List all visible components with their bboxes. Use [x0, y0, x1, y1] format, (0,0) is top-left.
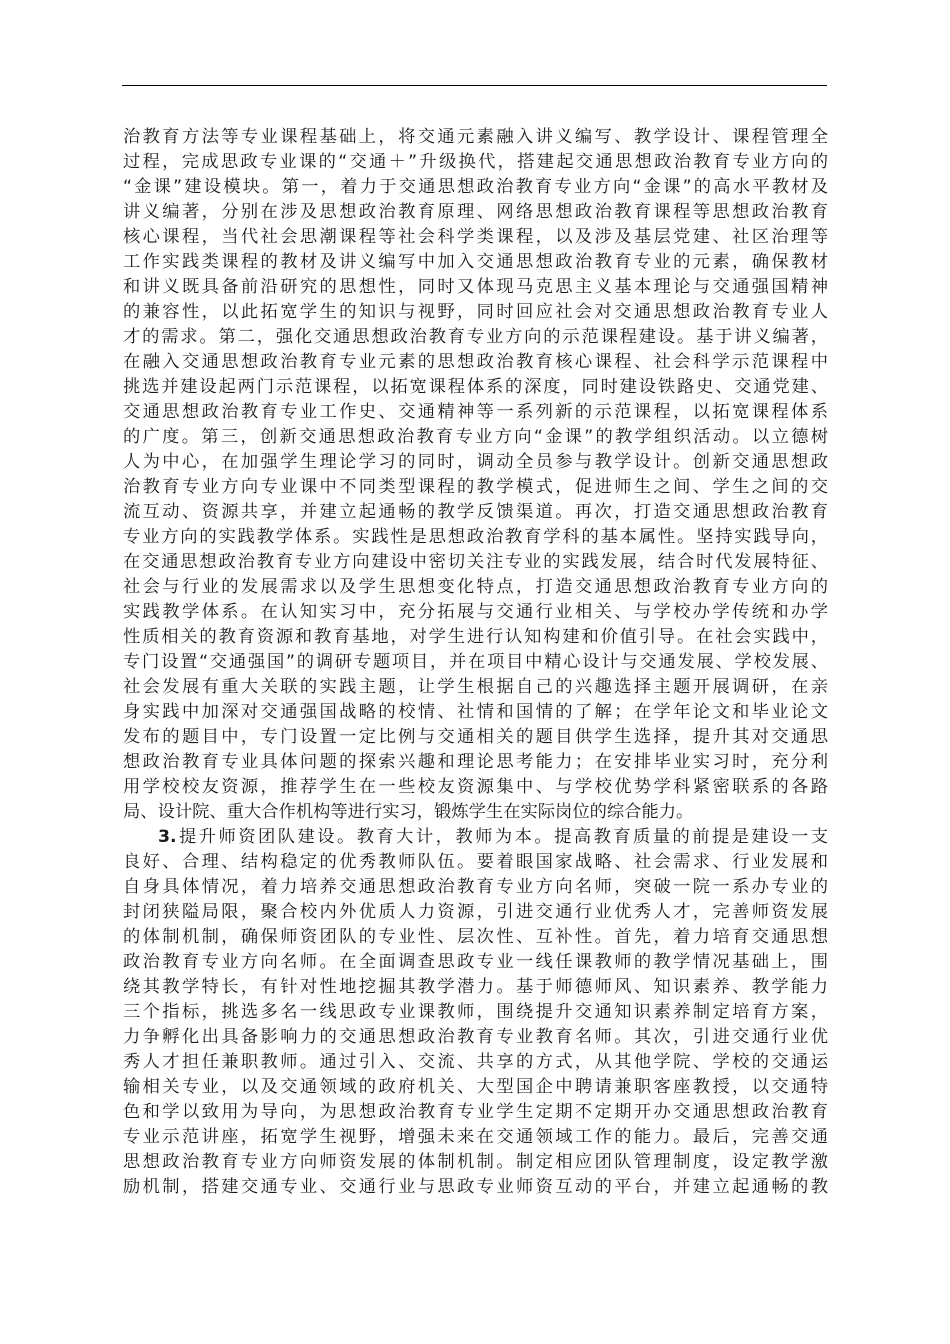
header-rule	[122, 85, 827, 86]
text-line: 专业示范讲座，拓宽学生视野，增强未来在交通领域工作的能力。最后，完善交通	[123, 1127, 828, 1147]
text-line: 思想政治教育专业方向师资发展的体制机制。制定相应团队管理制度，设定教学激	[123, 1152, 828, 1172]
text-line: 绕其教学特长，有针对性地挖掘其教学潜力。基于师德师风、知识素养、教学能力	[123, 977, 828, 997]
text-line: 核心课程，当代社会思潮课程等社会科学类课程，以及涉及基层党建、社区治理等	[123, 227, 828, 247]
text-line: 想政治教育专业具体问题的探索兴趣和理论思考能力；在安排毕业实习时，充分利	[123, 752, 828, 772]
text-line: 的兼容性，以此拓宽学生的知识与视野，同时回应社会对交通思想政治教育专业人	[123, 302, 828, 322]
text-line: 过程，完成思政专业课的“交通＋”升级换代，搭建起交通思想政治教育专业方向的	[123, 152, 828, 172]
text-line: 励机制，搭建交通专业、交通行业与思政专业师资互动的平台，并建立起通畅的教	[123, 1177, 828, 1197]
text-line: 实践教学体系。在认知实习中，充分拓展与交通行业相关、与学校办学传统和办学	[123, 602, 828, 622]
paragraph-faculty-team	[123, 825, 828, 1200]
document-body	[123, 125, 828, 1200]
section-number: 3.	[158, 827, 177, 847]
text-line: 人为中心，在加强学生理论学习的同时，调动全员参与教学设计。创新交通思想政	[123, 452, 828, 472]
text-line: “金课”建设模块。第一，着力于交通思想政治教育专业方向“金课”的高水平教材及	[123, 177, 828, 197]
text-line: 在融入交通思想政治教育专业元素的思想政治教育核心课程、社会科学示范课程中	[123, 352, 828, 372]
paragraph-transport-curriculum	[123, 125, 828, 825]
text-line: 秀人才担任兼职教师。通过引入、交流、共享的方式，从其他学院、学校的交通运	[123, 1052, 828, 1072]
text-line: 封闭狭隘局限，聚合校内外优质人力资源，引进交通行业优秀人才，完善师资发展	[123, 902, 828, 922]
text-line: 挑选并建设起两门示范课程，以拓宽课程体系的深度，同时建设铁路史、交通党建、	[123, 377, 828, 397]
text-line: 治教育方法等专业课程基础上，将交通元素融入讲义编写、教学设计、课程管理全	[123, 127, 828, 147]
text-line: 的广度。第三，创新交通思想政治教育专业方向“金课”的教学组织活动。以立德树	[123, 427, 828, 447]
text-line: 和讲义既具备前沿研究的思想性，同时又体现马克思主义基本理论与交通强国精神	[123, 277, 828, 297]
text-line: 输相关专业，以及交通领域的政府机关、大型国企中聘请兼职客座教授，以交通特	[123, 1077, 828, 1097]
text-line: 性质相关的教育资源和教育基地，对学生进行认知构建和价值引导。在社会实践中，	[123, 627, 828, 647]
paragraph-first-line-text: 提升师资团队建设。教育大计，教师为本。提高教育质量的前提是建设一支	[176, 827, 828, 847]
text-line: 工作实践类课程的教材及讲义编写中加入交通思想政治教育专业的元素，确保教材	[123, 252, 828, 272]
text-line: 发布的题目中，专门设置一定比例与交通相关的题目供学生选择，提升其对交通思	[123, 727, 828, 747]
text-line: 在交通思想政治教育专业方向建设中密切关注专业的实践发展，结合时代发展特征、	[123, 552, 828, 572]
text-line: 自身具体情况，着力培养交通思想政治教育专业方向名师，突破一院一系办专业的	[123, 877, 828, 897]
paragraph-first-line	[123, 825, 828, 850]
text-line: 的体制机制，确保师资团队的专业性、层次性、互补性。首先，着力培育交通思想	[123, 927, 828, 947]
text-line: 身实践中加深对交通强国战略的校情、社情和国情的了解；在学年论文和毕业论文	[123, 702, 828, 722]
text-line: 社会与行业的发展需求以及学生思想变化特点，打造交通思想政治教育专业方向的	[123, 577, 828, 597]
text-line: 交通思想政治教育专业工作史、交通精神等一系列新的示范课程，以拓宽课程体系	[123, 402, 828, 422]
text-line: 色和学以致用为导向，为思想政治教育专业学生定期不定期开办交通思想政治教育	[123, 1102, 828, 1122]
text-line: 流互动、资源共享，并建立起通畅的教学反馈渠道。再次，打造交通思想政治教育	[123, 502, 828, 522]
text-line: 治教育专业方向专业课中不同类型课程的教学模式，促进师生之间、学生之间的交	[123, 477, 828, 497]
text-line: 局、设计院、重大合作机构等进行实习，锻炼学生在实际岗位的综合能力。	[123, 802, 694, 822]
text-line: 三个指标，挑选多名一线思政专业课教师，围绕提升交通知识素养制定培育方案，	[123, 1002, 828, 1022]
text-line: 力争孵化出具备影响力的交通思想政治教育专业教育名师。其次，引进交通行业优	[123, 1027, 828, 1047]
text-line: 政治教育专业方向名师。在全面调查思政专业一线任课教师的教学情况基础上，围	[123, 952, 828, 972]
text-line: 专门设置“交通强国”的调研专题项目，并在项目中精心设计与交通发展、学校发展、	[123, 652, 828, 672]
text-line: 讲义编著，分别在涉及思想政治教育原理、网络思想政治教育课程等思想政治教育	[123, 202, 828, 222]
text-line: 良好、合理、结构稳定的优秀教师队伍。要着眼国家战略、社会需求、行业发展和	[123, 852, 828, 872]
text-line: 社会发展有重大关联的实践主题，让学生根据自己的兴趣选择主题开展调研，在亲	[123, 677, 828, 697]
text-line: 专业方向的实践教学体系。实践性是思想政治教育学科的基本属性。坚持实践导向，	[123, 527, 828, 547]
text-line: 才的需求。第二，强化交通思想政治教育专业方向的示范课程建设。基于讲义编著，	[123, 327, 828, 347]
text-line: 用学校校友资源，推荐学生在一些校友资源集中、与学校优势学科紧密联系的各路	[123, 777, 828, 797]
